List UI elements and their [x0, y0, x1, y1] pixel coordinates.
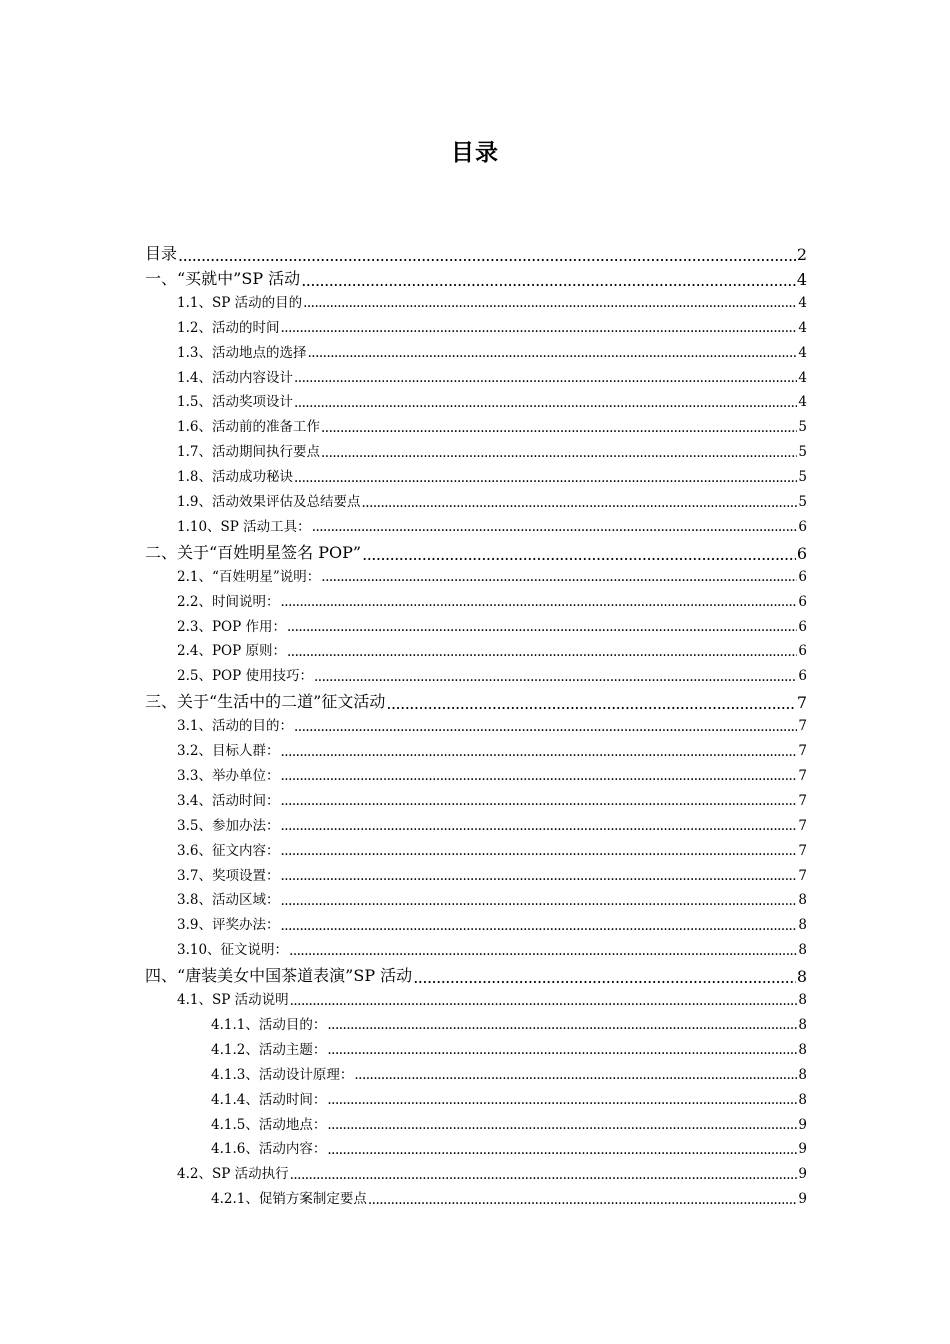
toc-dot-leader — [280, 596, 797, 610]
toc-page-number: 4 — [798, 344, 807, 361]
toc-dot-leader — [294, 397, 797, 411]
toc-entry-text: 1.3、活动地点的选择 — [177, 344, 307, 361]
toc-entry[interactable] — [145, 689, 807, 712]
toc-entry-text: 3.5、参加办法： — [177, 817, 280, 834]
toc-entry-text: 4.2.1、促销方案制定要点 — [211, 1191, 367, 1208]
toc-dot-leader — [362, 547, 796, 563]
toc-entry-text: 2.3、POP 作用： — [177, 618, 286, 635]
toc-dot-leader — [368, 1194, 798, 1208]
toc-entry-text: 4.1.1、活动目的： — [211, 1016, 327, 1033]
toc-dot-leader — [280, 895, 797, 909]
toc-dot-leader — [314, 671, 797, 685]
toc-entry[interactable] — [211, 1038, 807, 1058]
toc-entry-text: 4.1.3、活动设计原理： — [211, 1066, 354, 1083]
toc-page-number: 7 — [798, 817, 807, 834]
toc-dot-leader — [294, 372, 797, 386]
toc-entry[interactable] — [177, 341, 807, 361]
toc-page-number: 8 — [798, 1016, 807, 1033]
toc-entry-text: 4.1.2、活动主题： — [211, 1041, 327, 1058]
toc-entry[interactable] — [177, 988, 807, 1008]
toc-dot-leader — [280, 920, 797, 934]
toc-page-number: 5 — [798, 494, 807, 510]
toc-page-number: 7 — [798, 743, 807, 759]
toc-entry[interactable] — [177, 366, 807, 386]
toc-page-number: 2 — [796, 245, 807, 264]
toc-entry[interactable] — [145, 540, 807, 563]
toc-page-number: 6 — [798, 518, 807, 535]
toc-entry[interactable] — [177, 316, 807, 336]
toc-entry[interactable] — [177, 789, 807, 809]
toc-entry-text: 1.9、活动效果评估及总结要点 — [177, 494, 361, 510]
toc-entry[interactable] — [177, 639, 807, 659]
toc-page-number: 5 — [798, 444, 807, 461]
toc-dot-leader — [303, 297, 797, 311]
toc-entry[interactable] — [211, 1187, 807, 1207]
toc-entry[interactable] — [177, 664, 807, 684]
toc-entry-text: 3.6、征文内容： — [177, 842, 280, 859]
toc-dot-leader — [327, 1144, 797, 1158]
toc-entry[interactable] — [211, 1063, 807, 1083]
toc-entry-text: 3.9、评奖办法： — [177, 917, 280, 934]
toc-page-number: 8 — [798, 942, 807, 959]
toc-entry[interactable] — [211, 1113, 807, 1133]
toc-entry-text: 1.10、SP 活动工具： — [177, 518, 311, 535]
toc-page-number: 4 — [798, 294, 807, 311]
toc-page-number: 9 — [798, 1166, 807, 1183]
toc-entry[interactable] — [177, 739, 807, 759]
toc-page-number: 7 — [796, 693, 807, 713]
toc-entry-text: 目录 — [145, 244, 178, 263]
toc-entry[interactable] — [177, 1162, 807, 1182]
toc-dot-leader — [327, 1044, 797, 1058]
toc-page-number: 7 — [798, 767, 807, 784]
toc-entry[interactable] — [177, 814, 807, 834]
toc-page-number: 6 — [798, 643, 807, 660]
toc-page-number: 9 — [798, 1116, 807, 1133]
toc-page-number: 6 — [798, 668, 807, 685]
toc-page-number: 6 — [798, 618, 807, 635]
toc-page-number: 8 — [798, 917, 807, 934]
toc-page-number: 8 — [798, 1041, 807, 1058]
toc-dot-leader — [307, 347, 797, 361]
toc-entry-text: 3.7、奖项设置： — [177, 867, 280, 884]
toc-dot-leader — [321, 447, 797, 461]
toc-page-number: 7 — [798, 792, 807, 809]
toc-entry[interactable] — [177, 839, 807, 859]
toc-dot-leader — [280, 770, 797, 784]
toc-page-number: 6 — [798, 593, 807, 610]
toc-entry[interactable] — [177, 714, 807, 734]
toc-dot-leader — [301, 273, 796, 289]
toc-dot-leader — [321, 571, 797, 585]
toc-dot-leader — [413, 970, 796, 986]
toc-entry[interactable] — [177, 615, 807, 635]
toc-page-number: 7 — [798, 867, 807, 884]
toc-entry[interactable] — [177, 864, 807, 884]
toc-page-number: 8 — [798, 892, 807, 909]
toc-page-number: 5 — [798, 419, 807, 436]
toc-entry-text: 2.2、时间说明： — [177, 593, 280, 610]
toc-entry-text: 1.2、活动的时间 — [177, 319, 280, 336]
toc-entry-text: 3.8、活动区域： — [177, 892, 280, 909]
toc-entry[interactable] — [177, 490, 807, 510]
toc-entry[interactable] — [177, 938, 807, 958]
toc-entry[interactable] — [211, 1013, 807, 1033]
toc-page-number: 9 — [798, 1141, 807, 1158]
toc-entry[interactable] — [145, 963, 807, 986]
toc-page-number: 8 — [796, 967, 807, 987]
toc-entry[interactable] — [177, 565, 807, 585]
toc-dot-leader — [354, 1069, 797, 1083]
toc-entry-text: 3.3、举办单位： — [177, 767, 280, 784]
toc-entry-text: 3.4、活动时间： — [177, 792, 280, 809]
toc-dot-leader — [327, 1094, 797, 1108]
toc-dot-leader — [287, 621, 797, 635]
toc-entry[interactable] — [177, 465, 807, 485]
toc-entry-text: 1.5、活动奖项设计 — [177, 394, 293, 411]
toc-entry[interactable] — [177, 415, 807, 435]
toc-dot-leader — [290, 1169, 798, 1183]
toc-page-number: 7 — [798, 718, 807, 735]
toc-entry[interactable] — [177, 764, 807, 784]
toc-dot-leader — [386, 696, 795, 712]
toc-entry-text: 2.1、“百姓明星”说明： — [177, 568, 321, 585]
toc-page-number: 8 — [798, 1091, 807, 1108]
toc-dot-leader — [287, 646, 797, 660]
toc-entry-text: 2.5、POP 使用技巧： — [177, 668, 313, 685]
toc-dot-leader — [294, 472, 797, 486]
toc-dot-leader — [290, 995, 798, 1009]
toc-entry[interactable] — [177, 390, 807, 410]
toc-entry[interactable] — [177, 590, 807, 610]
toc-entry[interactable] — [211, 1088, 807, 1108]
toc-dot-leader — [280, 746, 797, 760]
toc-entry-text: 4.1.4、活动时间： — [211, 1091, 327, 1108]
toc-entry-text: 四、“唐装美女中国茶道表演”SP 活动 — [145, 966, 413, 986]
toc-dot-leader — [280, 820, 797, 834]
toc-dot-leader — [280, 322, 797, 336]
toc-entry[interactable] — [177, 913, 807, 933]
toc-entry-text: 三、关于“生活中的二道”征文活动 — [145, 692, 386, 712]
toc-page-number: 5 — [798, 469, 807, 486]
toc-entry-text: 1.6、活动前的准备工作 — [177, 419, 320, 436]
toc-entry[interactable] — [145, 266, 807, 289]
toc-dot-leader — [327, 1019, 797, 1033]
toc-page-number: 6 — [796, 543, 807, 563]
toc-page-number: 8 — [798, 992, 807, 1008]
toc-page-number: 6 — [798, 568, 807, 585]
toc-dot-leader — [327, 1119, 797, 1133]
toc-dot-leader — [280, 795, 797, 809]
toc-page-number: 7 — [798, 842, 807, 859]
toc-entry-text: 1.7、活动期间执行要点 — [177, 444, 320, 461]
toc-dot-leader — [321, 422, 797, 436]
toc-entry-text: 1.1、SP 活动的目的 — [177, 294, 303, 311]
toc-entry[interactable] — [145, 241, 807, 264]
toc-entry-text: 3.2、目标人群： — [177, 743, 280, 759]
toc-entry[interactable] — [211, 1137, 807, 1157]
toc-page-number: 8 — [798, 1066, 807, 1083]
toc-entry-text: 3.10、征文说明： — [177, 942, 289, 959]
toc-entry-text: 一、“买就中”SP 活动 — [145, 268, 301, 288]
toc-dot-leader — [289, 945, 797, 959]
toc-entry-text: 4.1.5、活动地点： — [211, 1116, 327, 1133]
page-title: 目录 — [451, 140, 499, 166]
toc-entry-text: 1.4、活动内容设计 — [177, 369, 293, 386]
toc-entry-text: 1.8、活动成功秘诀 — [177, 469, 293, 486]
toc-page-number: 9 — [798, 1191, 807, 1208]
toc-entry[interactable] — [177, 515, 807, 535]
toc-entry[interactable] — [177, 291, 807, 311]
toc-entry-text: 二、关于“百姓明星签名 POP” — [145, 542, 362, 562]
toc-entry[interactable] — [177, 888, 807, 908]
toc-entry-text: 4.1、SP 活动说明 — [177, 992, 289, 1008]
toc-entry-text: 4.1.6、活动内容： — [211, 1141, 327, 1158]
toc-entry-text: 3.1、活动的目的： — [177, 718, 293, 735]
toc-page-number: 4 — [798, 369, 807, 386]
toc-dot-leader — [178, 248, 796, 264]
toc-dot-leader — [294, 721, 797, 735]
toc-entry-text: 4.2、SP 活动执行 — [177, 1166, 289, 1183]
toc-entry-text: 2.4、POP 原则： — [177, 643, 286, 660]
toc-dot-leader — [312, 521, 798, 535]
toc-page-number: 4 — [796, 269, 807, 289]
toc-page-number: 4 — [798, 394, 807, 411]
toc-dot-leader — [280, 845, 797, 859]
toc-page-number: 4 — [798, 319, 807, 336]
toc-dot-leader — [361, 497, 797, 511]
toc-entry[interactable] — [177, 440, 807, 460]
toc-dot-leader — [280, 870, 797, 884]
